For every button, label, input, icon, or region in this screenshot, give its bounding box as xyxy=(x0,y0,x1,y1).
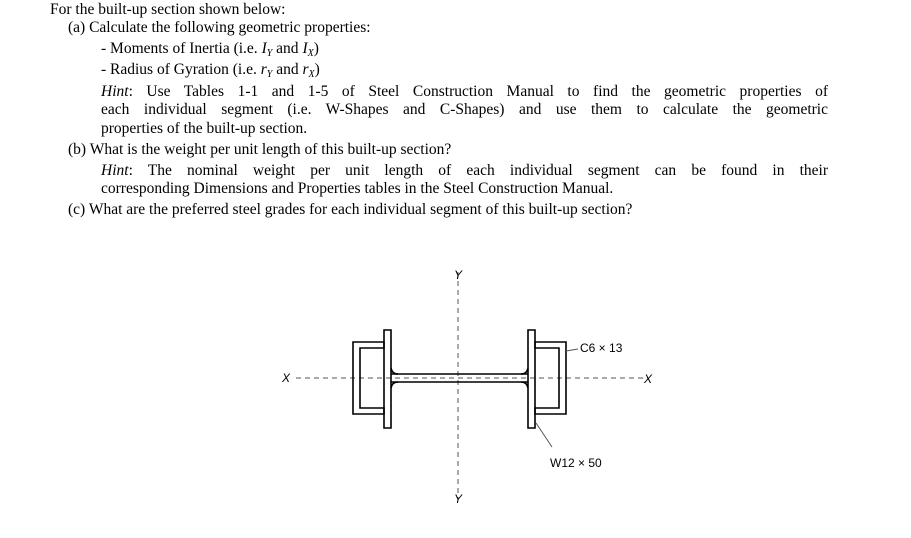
beam-leader-line xyxy=(536,423,552,447)
part-a-hint-line-2: each individual segment (i.e. W-Shapes and C-Shapes) and use them to calculate the geometric xyxy=(101,101,828,118)
w-fillet-br xyxy=(521,382,528,388)
w-right-flange xyxy=(528,330,535,428)
part-a-hint-label: Hint xyxy=(101,83,129,100)
w-shape-beam xyxy=(384,330,535,428)
part-b-hint-label: Hint xyxy=(101,162,129,179)
w-fillet-bl xyxy=(391,382,398,388)
part-a-hint-line-1: Hint: Use Tables 1-1 and 1-5 of Steel Construction Manual to find the geometric properties of xyxy=(101,83,828,100)
part-a-hint-line-3: properties of the built-up section. xyxy=(101,120,308,137)
w-fillet-tr xyxy=(521,368,528,374)
intro-text: For the built-up section shown below: xyxy=(50,1,286,18)
channel-leader-line xyxy=(566,349,578,351)
axis-y-bottom-label: Y xyxy=(454,492,463,506)
part-c-label: (c) xyxy=(68,201,86,218)
part-a-item-radius: - Radius of Gyration (i.e. $r_Y$ and $r_X$) xyxy=(101,61,320,80)
axis-y-top-label: Y xyxy=(454,268,463,282)
axis-x-left-label: X xyxy=(282,371,291,385)
part-c-text: What are the preferred steel grades for each individual segment of this built-up section? xyxy=(88,201,633,218)
w-left-flange xyxy=(384,330,391,428)
part-b-hint-line-1: Hint: The nominal weight per unit length of each individual segment can be found in their xyxy=(101,162,828,179)
part-b-label: (b) xyxy=(68,141,87,158)
part-b-hint-line-2: corresponding Dimensions and Properties tables in the Steel Construction Manual. xyxy=(101,180,614,197)
part-a-label: (a) xyxy=(68,19,86,36)
axis-x-right-label: X xyxy=(644,372,653,386)
part-b-text: What is the weight per unit length of this built-up section? xyxy=(89,141,452,158)
channel-label: C6 × 13 xyxy=(580,341,623,355)
w-fillet-tl xyxy=(391,368,398,374)
part-a-item-moments: - Moments of Inertia (i.e. $I_Y$ and $I_X$) xyxy=(101,40,319,59)
beam-label: W12 × 50 xyxy=(550,456,602,470)
part-a-text: Calculate the following geometric properties: xyxy=(89,19,371,36)
